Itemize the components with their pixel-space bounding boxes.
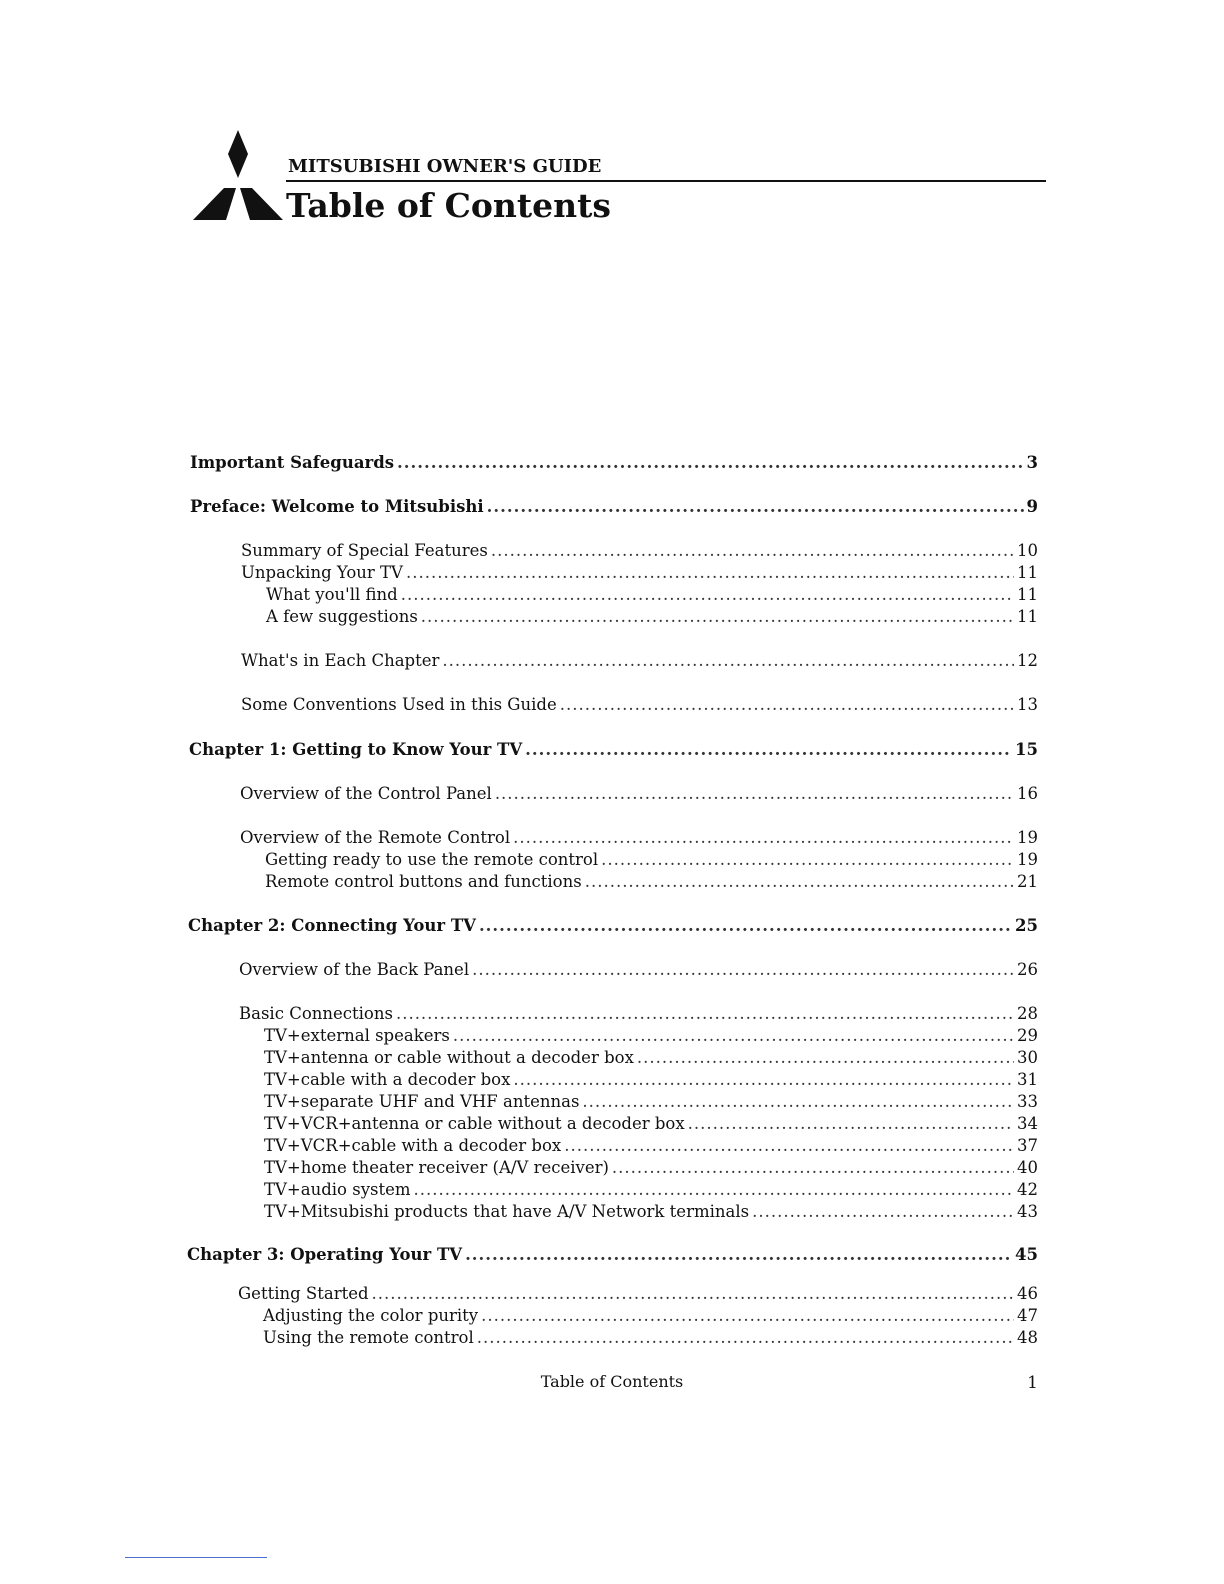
toc-leader-dots	[513, 828, 1014, 847]
toc-entry	[240, 784, 1038, 806]
toc-entry-title: Using the remote control	[263, 1328, 474, 1347]
toc-entry-page: 11	[1017, 585, 1038, 604]
toc-entry-title: Overview of the Back Panel	[239, 960, 470, 979]
toc-leader-dots	[481, 1306, 1014, 1325]
toc-entry-page: 40	[1017, 1158, 1038, 1177]
toc-leader-dots	[688, 1114, 1014, 1133]
toc-entry	[241, 651, 1038, 673]
toc-leader-dots	[525, 740, 1012, 759]
toc-entry-page: 11	[1017, 563, 1038, 582]
toc-entry-title: TV+antenna or cable without a decoder box	[264, 1048, 634, 1067]
toc-chapter-entry	[190, 497, 1038, 519]
toc-leader-dots	[465, 1245, 1012, 1264]
toc-entry-page: 33	[1017, 1092, 1038, 1111]
toc-entry-page: 48	[1017, 1328, 1038, 1347]
toc-chapter-entry	[187, 1245, 1038, 1267]
toc-entry-title: Overview of the Control Panel	[240, 784, 492, 803]
toc-entry-page: 15	[1015, 740, 1038, 759]
toc-entry-title: Adjusting the color purity	[263, 1306, 479, 1325]
toc-entry-page: 21	[1017, 872, 1038, 891]
footer-section-title: Table of Contents	[540, 1372, 684, 1391]
toc-leader-dots	[752, 1202, 1014, 1221]
toc-entry-page: 16	[1017, 784, 1038, 803]
toc-entry-title: TV+home theater receiver (A/V receiver)	[264, 1158, 609, 1177]
toc-leader-dots	[601, 850, 1014, 869]
toc-entry-title: What's in Each Chapter	[241, 651, 440, 670]
toc-entry-page: 26	[1017, 960, 1038, 979]
toc-leader-dots	[372, 1284, 1014, 1303]
toc-entry	[264, 1158, 1038, 1180]
toc-entry	[264, 1136, 1038, 1158]
toc-leader-dots	[479, 916, 1012, 935]
toc-entry	[263, 1306, 1038, 1328]
toc-entry	[264, 1048, 1038, 1070]
toc-entry	[263, 1328, 1038, 1350]
toc-entry-page: 13	[1017, 695, 1038, 714]
toc-entry-title: TV+separate UHF and VHF antennas	[264, 1092, 580, 1111]
toc-entry-title: Overview of the Remote Control	[240, 828, 511, 847]
guide-label: MITSUBISHI OWNER'S GUIDE	[288, 156, 602, 177]
toc-entry	[239, 960, 1038, 982]
toc-chapter-entry	[188, 916, 1038, 938]
toc-leader-dots	[487, 497, 1024, 516]
toc-entry	[265, 850, 1038, 872]
toc-entry-page: 42	[1017, 1180, 1038, 1199]
toc-leader-dots	[472, 960, 1014, 979]
toc-leader-dots	[396, 1004, 1014, 1023]
toc-entry-title: TV+external speakers	[264, 1026, 450, 1045]
toc-entry-page: 29	[1017, 1026, 1038, 1045]
toc-leader-dots	[560, 695, 1014, 714]
toc-entry-title: TV+cable with a decoder box	[264, 1070, 511, 1089]
toc-entry-title: Chapter 1: Getting to Know Your TV	[189, 740, 523, 759]
toc-entry-title: Important Safeguards	[190, 453, 395, 472]
toc-entry	[264, 1070, 1038, 1092]
toc-entry-title: Chapter 3: Operating Your TV	[187, 1245, 463, 1264]
bottom-rule	[125, 1557, 267, 1558]
toc-entry-page: 47	[1017, 1306, 1038, 1325]
toc-entry-title: Getting ready to use the remote control	[265, 850, 599, 869]
toc-entry-title: A few suggestions	[266, 607, 418, 626]
toc-entry	[264, 1092, 1038, 1114]
toc-leader-dots	[612, 1158, 1014, 1177]
toc-entry-page: 31	[1017, 1070, 1038, 1089]
page-title: Table of Contents	[286, 186, 611, 225]
toc-leader-dots	[564, 1136, 1014, 1155]
toc-chapter-entry	[190, 453, 1038, 475]
toc-entry-title: Preface: Welcome to Mitsubishi	[190, 497, 484, 516]
toc-leader-dots	[397, 453, 1023, 472]
toc-entry-title: Chapter 2: Connecting Your TV	[188, 916, 476, 935]
toc-entry	[239, 1004, 1038, 1026]
toc-entry	[264, 1026, 1038, 1048]
toc-leader-dots	[491, 541, 1014, 560]
page-number: 1	[1027, 1373, 1038, 1393]
toc-entry-title: Getting Started	[238, 1284, 369, 1303]
toc-entry	[241, 695, 1038, 717]
toc-leader-dots	[442, 651, 1014, 670]
toc-entry	[266, 607, 1038, 629]
toc-entry-page: 12	[1017, 651, 1038, 670]
toc-entry	[238, 1284, 1038, 1306]
toc-entry-page: 25	[1015, 916, 1038, 935]
toc-entry-page: 46	[1017, 1284, 1038, 1303]
toc-leader-dots	[513, 1070, 1014, 1089]
toc-entry-page: 9	[1026, 497, 1038, 516]
toc-leader-dots	[585, 872, 1014, 891]
toc-entry-title: Remote control buttons and functions	[265, 872, 582, 891]
header-rule	[286, 180, 1046, 182]
toc-entry-page: 43	[1017, 1202, 1038, 1221]
toc-entry-title: TV+VCR+cable with a decoder box	[264, 1136, 562, 1155]
toc-chapter-entry	[189, 740, 1038, 762]
toc-entry-page: 10	[1017, 541, 1038, 560]
toc-entry-title: TV+VCR+antenna or cable without a decoder box	[264, 1114, 685, 1133]
toc-leader-dots	[582, 1092, 1014, 1111]
toc-entry-page: 45	[1015, 1245, 1038, 1264]
toc-entry	[240, 828, 1038, 850]
toc-entry-page: 11	[1017, 607, 1038, 626]
toc-leader-dots	[637, 1048, 1014, 1067]
mitsubishi-logo-icon	[193, 130, 283, 222]
toc-entry-title: TV+Mitsubishi products that have A/V Network terminals	[264, 1202, 750, 1221]
toc-entry-page: 34	[1017, 1114, 1038, 1133]
toc-leader-dots	[421, 607, 1014, 626]
toc-entry-page: 19	[1017, 850, 1038, 869]
toc-entry-page: 37	[1017, 1136, 1038, 1155]
toc-entry	[241, 541, 1038, 563]
toc-leader-dots	[477, 1328, 1014, 1347]
toc-leader-dots	[401, 585, 1014, 604]
toc-entry-title: Summary of Special Features	[241, 541, 488, 560]
toc-entry-page: 28	[1017, 1004, 1038, 1023]
toc-entry	[264, 1114, 1038, 1136]
toc-leader-dots	[453, 1026, 1014, 1045]
toc-entry-page: 30	[1017, 1048, 1038, 1067]
toc-leader-dots	[414, 1180, 1014, 1199]
toc-leader-dots	[495, 784, 1014, 803]
toc-entry	[264, 1202, 1038, 1224]
toc-entry	[264, 1180, 1038, 1202]
toc-entry-title: What you'll find	[266, 585, 398, 604]
toc-entry	[266, 585, 1038, 607]
toc-entry-title: Some Conventions Used in this Guide	[241, 695, 557, 714]
toc-entry-title: TV+audio system	[264, 1180, 411, 1199]
toc-entry-page: 3	[1026, 453, 1038, 472]
toc-entry-title: Unpacking Your TV	[241, 563, 403, 582]
toc-entry-title: Basic Connections	[239, 1004, 393, 1023]
toc-entry-page: 19	[1017, 828, 1038, 847]
toc-entry	[241, 563, 1038, 585]
toc-entry	[265, 872, 1038, 894]
toc-leader-dots	[406, 563, 1014, 582]
